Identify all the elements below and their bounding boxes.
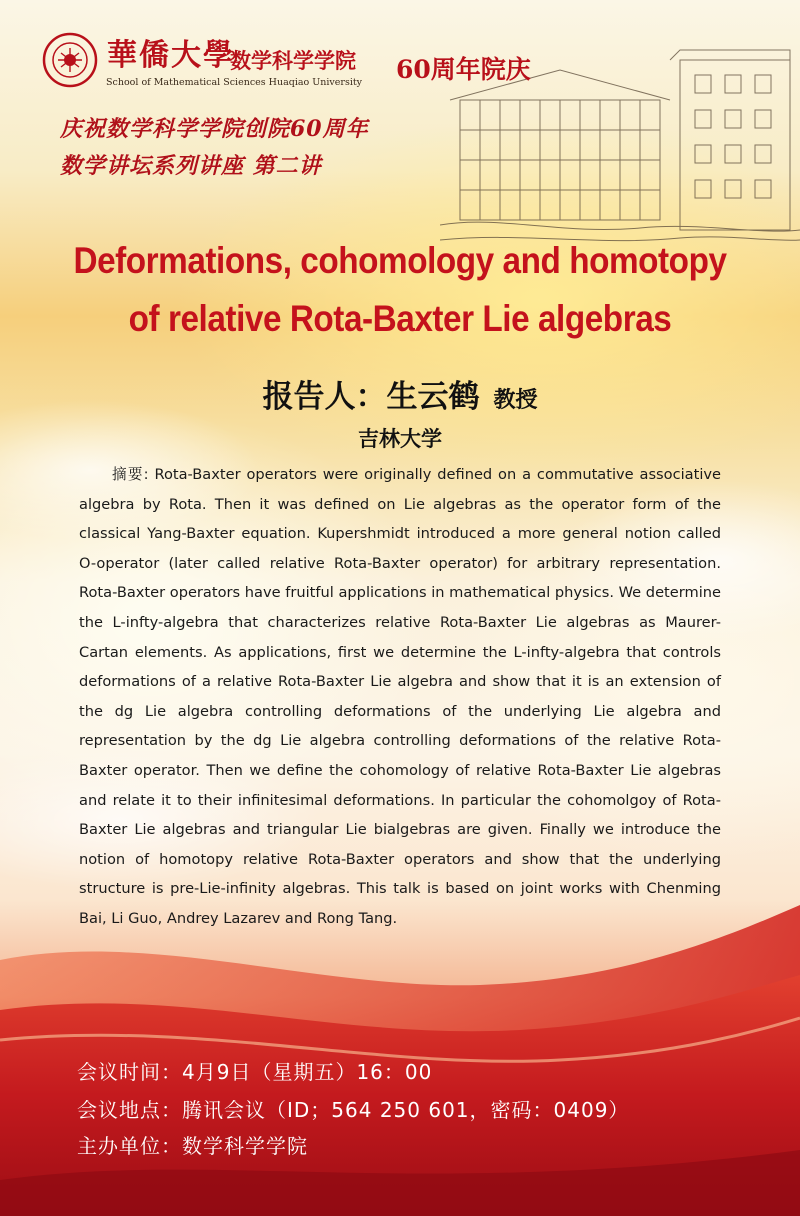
meeting-host: 主办单位：数学科学学院 [77, 1134, 308, 1158]
celebration-line: 庆祝数学科学学院创院60周年 [60, 116, 369, 142]
speaker-affiliation: 吉林大学 [358, 427, 442, 451]
speaker-line [0, 371, 800, 416]
talk-title-line-1: Deformations, cohomology and homotopy [73, 240, 727, 281]
meeting-time: 会议时间：4月9日（星期五）16：00 [77, 1060, 433, 1084]
school-name-cn: 数学科学学院 [230, 49, 356, 73]
speaker-rank: 教授 [493, 388, 538, 413]
university-name: 華僑大學 [107, 38, 235, 73]
school-name-en: School of Mathematical Sciences Huaqiao University [106, 77, 363, 88]
anniversary-label: 60周年院庆 [396, 55, 531, 84]
meeting-location: 会议地点：腾讯会议（ID；564 250 601，密码：0409） [77, 1098, 630, 1122]
abstract-text: 摘要: Rota-Baxter operators were originally defined on a commutative associative algebra by Rota. Then it was defined on Lie algebras as the operator form of the classical Yang-Baxter equation. Kupershmidt introduced a more general notion called O-operator (later called relative Rota-Baxter operator) for arbitrary representation. Rota-Baxter operators have fruitful applications in mathematical physics. We determine the L-infty-algebra that characterizes relative Rota-Baxter Lie algebras as Maurer-Cartan elements. As applications, first we determine the L-infty-algebra that controls deformations of a relative Rota-Baxter Lie algebra and show that it is an extension of the dg Lie algebra controlling deformations of the underlying Lie algebra and representation by the dg Lie algebra controlling deformations of the relative Rota-Baxter operator. Then we define the cohomology of relative Rota-Baxter Lie algebras and relate it to their infinitesimal deformations. In particular the cohomolgoy of Rota-Baxter Lie algebras and triangular Lie bialgebras are given. Finally we introduce the notion of homotopy relative Rota-Baxter operators and show that the underlying structure is pre-Lie-infinity algebras. This talk is based on joint works with Chenming Bai, Li Guo, Andrey Lazarev and Rong Tang. [79, 466, 721, 927]
lecture-series-line: 数学讲坛系列讲座 第二讲 [60, 153, 322, 179]
university-logo [42, 32, 98, 88]
talk-title-line-2: of relative Rota-Baxter Lie algebras [128, 298, 672, 339]
speaker-name: 报告人：生云鹤 [262, 379, 480, 415]
